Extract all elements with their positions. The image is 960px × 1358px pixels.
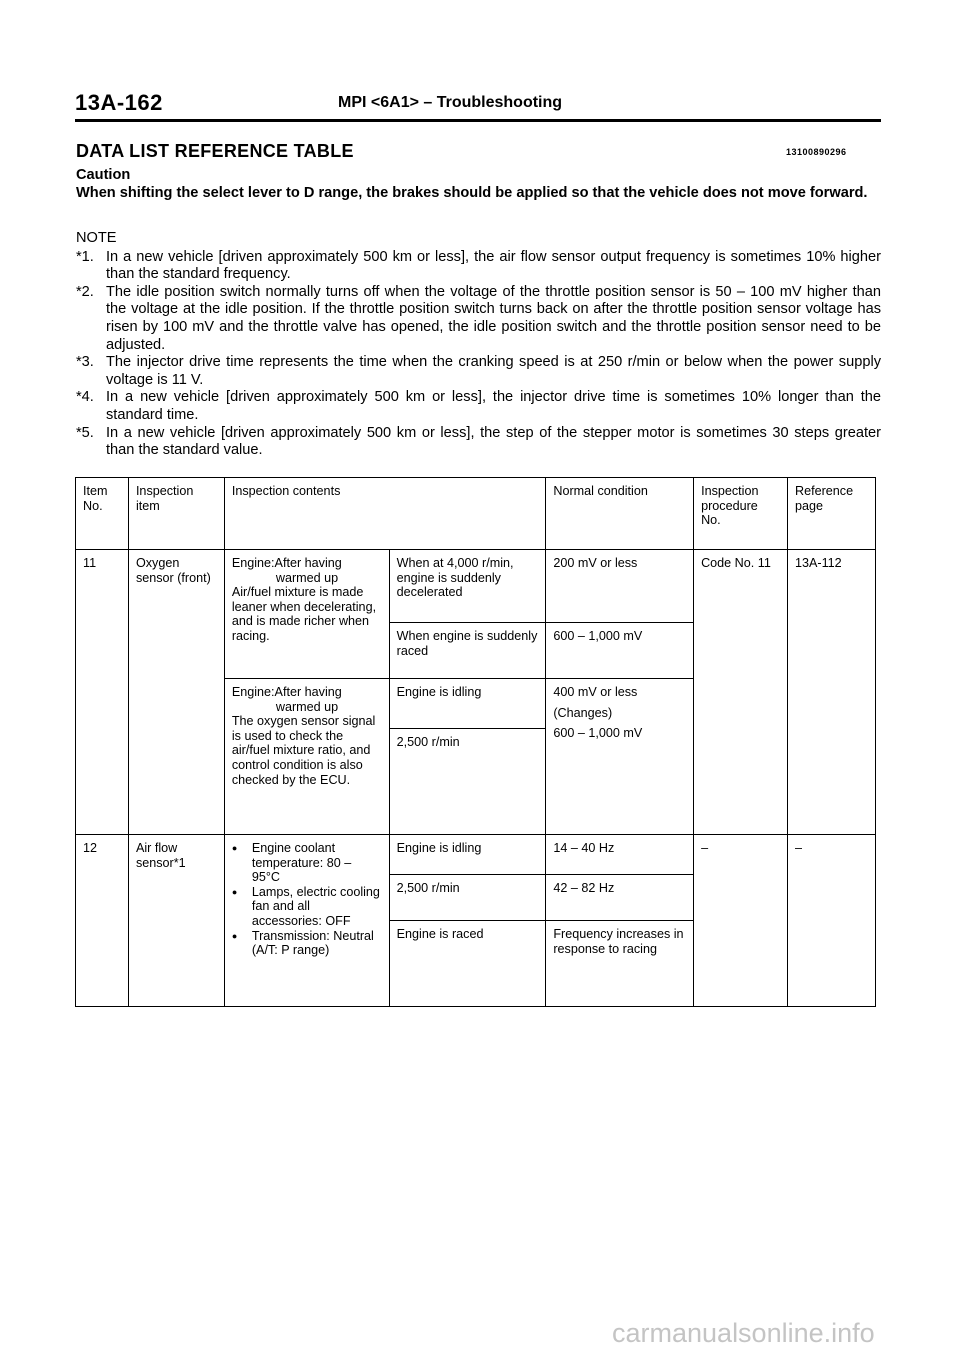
table-row [76,835,876,875]
condition: When at 4,000 r/min, engine is suddenly decelerated [389,550,546,623]
contents-engine: Engine:After having [231,556,342,570]
procedure-no: – [694,835,788,1007]
header-normal-condition: Normal condition [546,478,694,550]
inspection-item: Air flow sensor*1 [128,835,224,1007]
note-text: The idle position switch normally turns off when the voltage of the throttle position sensor is 50 – 100 mV higher than the voltage at the idle position. If the throttle position switch turns back on after the throttle position sensor voltage has risen by 100 mV and the throttle valve has opened, the idle position switch and the throttle position sensor need to be adjusted. [106,283,881,353]
condition: 2,500 r/min [389,875,546,921]
watermark: carmanualsonline.info [612,1318,875,1348]
condition: Engine is raced [389,921,546,1007]
note-block [76,230,881,460]
condition-bullet: ● Transmission: Neutral (A/T: P range) [232,929,382,958]
normal-value: Frequency increases in response to racing [546,921,694,1007]
contents-desc: Air/fuel mixture is made leaner when decelerating, and is made richer when racing. [231,585,377,643]
header-item-no: Item No. [76,478,129,550]
inspection-item: Oxygen sensor (front) [128,550,224,835]
item-number: 12 [76,835,129,1007]
contents-engine: Engine:After having [231,685,342,699]
normal-line: 400 mV or less [553,685,638,699]
caution-text: When shifting the select lever to D range, the brakes should be applied so that the vehicle does not move forward. [76,184,868,201]
header-inspection-item: Inspection item [128,478,224,550]
page-title: DATA LIST REFERENCE TABLE [76,141,354,161]
procedure-no: Code No. 11 [694,550,788,835]
data-list-table [75,477,876,1007]
condition: Engine is idling [389,835,546,875]
contents-warmed: warmed up [275,699,339,714]
note-text: In a new vehicle [driven approximately 500 km or less], the injector drive time is sometimes 10% longer than the standard time. [106,389,881,423]
normal-line: 600 – 1,000 mV [553,726,643,741]
inspection-contents [224,835,389,1007]
reference-page: – [787,835,875,1007]
header-reference: Reference page [787,478,875,550]
note-text: In a new vehicle [driven approximately 500 km or less], the step of the stepper motor is sometimes 30 steps greater than the standard value. [106,424,881,459]
condition: Engine is idling [389,679,546,729]
note-text: The injector drive time represents the time when the cranking speed is at 250 r/min or below when the power supply voltage is 11 V. [106,354,881,388]
caution-label: Caution [76,167,131,183]
inspection-contents [224,679,389,835]
note-item [76,425,881,460]
normal-value [546,679,694,835]
header-inspection-contents: Inspection contents [224,478,546,550]
condition-bullet: ● Engine coolant temperature: 80 – 95°C [232,841,382,885]
normal-value: 600 – 1,000 mV [546,623,694,679]
condition: 2,500 r/min [389,729,546,835]
normal-value: 42 – 82 Hz [546,875,694,921]
note-mark: *4. [76,389,94,406]
contents-warmed: warmed up [275,570,339,585]
normal-value: 14 – 40 Hz [546,835,694,875]
note-item [76,249,881,284]
document-code: 13100890296 [786,147,847,157]
normal-line: (Changes) [553,705,613,720]
condition: When engine is suddenly raced [389,623,546,679]
header-procedure: Inspection procedure No. [694,478,788,550]
note-mark: *3. [76,354,94,371]
page-number: 13A-162 [75,90,163,115]
reference-page: 13A-112 [787,550,875,835]
inspection-contents [224,550,389,679]
header-rule [75,119,881,122]
condition-bullet: ● Lamps, electric cooling fan and all accessories: OFF [232,885,382,929]
note-text: In a new vehicle [driven approximately 500 km or less], the air flow sensor output frequency is sometimes 10% higher than the standard frequency. [106,248,881,283]
table-row [76,550,876,623]
note-item [76,354,881,389]
table-header-row [76,478,876,550]
note-mark: *2. [76,283,94,300]
contents-desc: The oxygen sensor signal is used to check the air/fuel mixture ratio, and control condition is also checked by the ECU. [231,714,376,787]
note-item [76,389,881,424]
note-item [76,284,881,354]
page-header [75,92,880,118]
note-label: NOTE [76,230,117,246]
note-mark: *1. [76,248,94,265]
item-number: 11 [76,550,129,835]
caution-block [76,167,881,202]
normal-value: 200 mV or less [546,550,694,623]
section-title: MPI <6A1> – Troubleshooting [338,94,563,111]
note-mark: *5. [76,424,94,441]
